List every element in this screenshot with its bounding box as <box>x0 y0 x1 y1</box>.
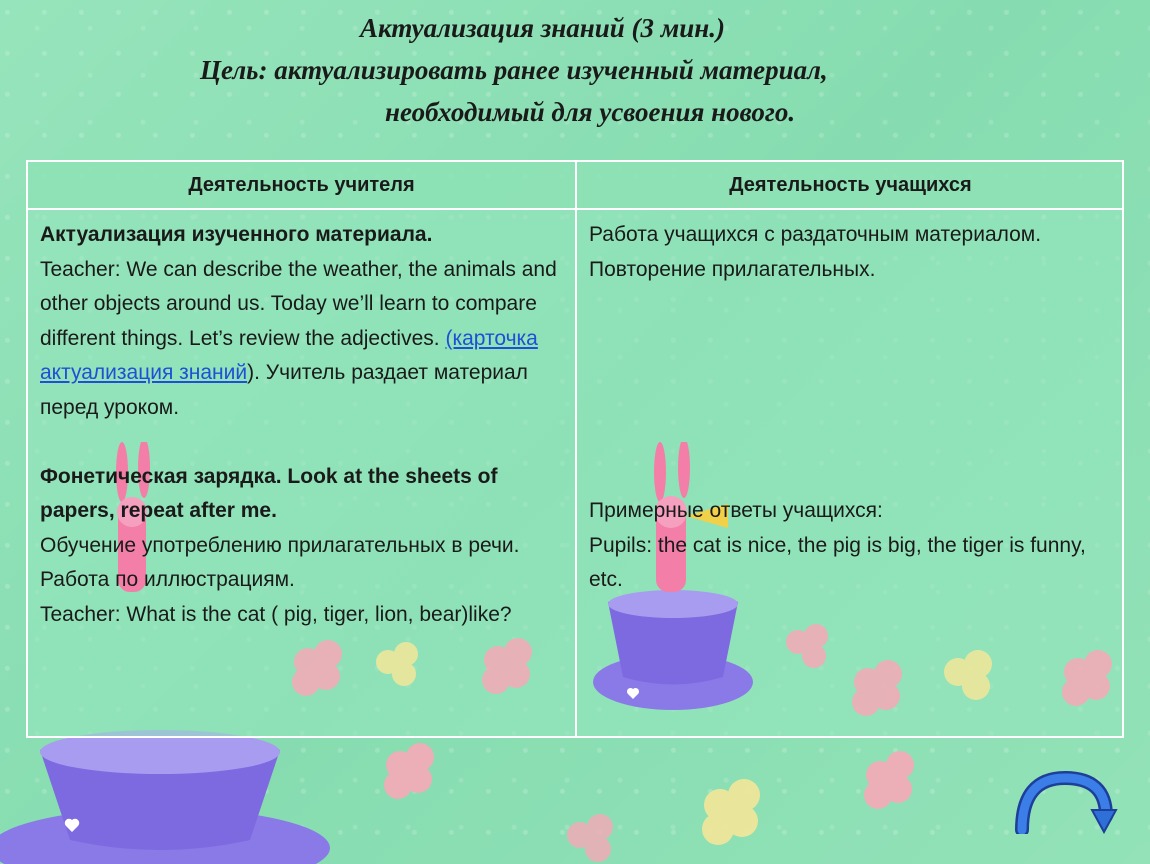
teacher-paragraph-1 <box>40 253 565 426</box>
spacer <box>40 425 565 460</box>
students-paragraph-3: Pupils: the cat is nice, the pig is big, the tiger is funny, etc. <box>589 533 1086 591</box>
teacher-text-1: Teacher: We can describe the weather, the animals and other objects around us. Today we’ll learn to compare different things. Let’s review the adjectives. <box>40 257 557 350</box>
teacher-text-1-after: ). Учитель раздает материал перед уроком. <box>40 361 528 419</box>
cup-icon <box>0 730 380 864</box>
teacher-paragraph-3: Teacher: What is the cat ( pig, tiger, lion, bear)like? <box>40 602 512 626</box>
column-divider <box>575 162 577 736</box>
activity-table <box>26 160 1124 738</box>
spacer <box>589 287 1114 494</box>
title-line-1: Актуализация знаний (3 мин.) <box>360 13 726 43</box>
back-arrow-icon[interactable] <box>1012 770 1118 834</box>
teacher-section-title-2: Фонетическая зарядка. Look at the sheets of papers, repeat after me. <box>40 464 498 522</box>
students-activity-cell <box>589 218 1114 598</box>
students-paragraph-2: Примерные ответы учащихся: <box>589 499 883 522</box>
column-header-teacher: Деятельность учителя <box>188 174 415 196</box>
clover-icon <box>758 612 1118 722</box>
teacher-section-title-1: Актуализация изученного материала. <box>40 223 433 246</box>
teacher-activity-cell <box>40 218 565 632</box>
clover-icon <box>380 735 1010 864</box>
knowledge-card-link[interactable]: (карточка актуализация знаний <box>40 326 538 384</box>
title-line-2: Цель: актуализировать ранее изученный материал, <box>200 55 828 85</box>
students-paragraph-1: Работа учащихся с раздаточным материалом. Повторение прилагательных. <box>589 223 1042 281</box>
title-line-3: необходимый для усвоения нового. <box>385 97 796 127</box>
column-header-students: Деятельность учащихся <box>729 174 972 196</box>
clover-icon <box>268 622 568 722</box>
teacher-paragraph-2: Обучение употреблению прилагательных в речи. Работа по иллюстрациям. <box>40 533 520 591</box>
